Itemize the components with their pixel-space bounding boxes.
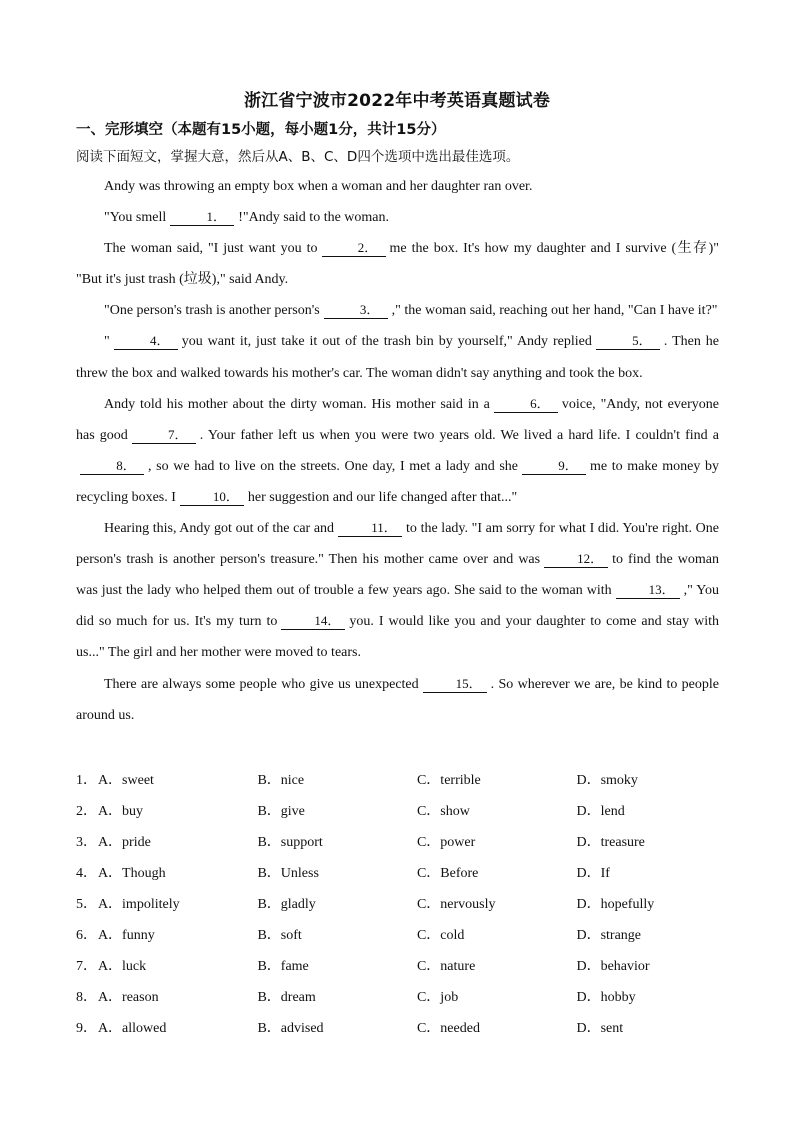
option-b[interactable]: B．fame	[257, 959, 309, 975]
passage-text: me the box. It's how my daughter and I survive (生存)" "But it's just trash (垃圾)," said Andy.	[76, 241, 719, 288]
option-d[interactable]: D．If	[576, 865, 610, 881]
option-b[interactable]: B．nice	[257, 772, 305, 788]
option-d[interactable]: D．hopefully	[576, 896, 655, 912]
question-number: 1．	[76, 772, 97, 788]
option-d[interactable]: D．strange	[576, 928, 642, 944]
blank-6: 6．	[494, 396, 558, 413]
passage-text: !"Andy said to the woman.	[238, 210, 390, 226]
option-d[interactable]: D．treasure	[576, 834, 645, 850]
passage-text: her suggestion and our life changed after that..."	[247, 489, 518, 505]
passage-text: "	[104, 334, 110, 350]
question-number: 6．	[76, 928, 97, 944]
question-row	[76, 856, 736, 887]
option-d[interactable]: D．sent	[576, 1021, 624, 1037]
option-a[interactable]: A．impolitely	[97, 896, 180, 912]
question-row	[76, 763, 736, 794]
blank-4: 4．	[114, 333, 178, 350]
blank-3: 3．	[324, 302, 388, 319]
blank-12: 12．	[544, 551, 608, 568]
passage	[76, 171, 719, 731]
passage-text: The woman said, "I just want you to	[104, 241, 318, 257]
page-title: 浙江省宁波市2022年中考英语真题试卷	[243, 91, 551, 111]
option-d[interactable]: D．behavior	[576, 959, 650, 975]
passage-text: "You smell	[104, 210, 167, 226]
answer-options	[76, 763, 736, 1043]
passage-text: . Your father left us when you were two years old. We lived a hard life. I couldn't find a	[199, 427, 719, 443]
passage-text: , so we had to live on the streets. One day, I met a lady and she	[148, 458, 519, 474]
option-b[interactable]: B．soft	[257, 928, 302, 944]
blank-8: 8．	[80, 458, 144, 475]
option-d[interactable]: D．smoky	[576, 772, 638, 788]
passage-text: ," the woman said, reaching out her hand, "Can I have it?"	[391, 303, 718, 319]
passage-paragraph-4	[76, 295, 719, 326]
option-c[interactable]: C．cold	[416, 928, 465, 944]
passage-text: Andy was throwing an empty box when a woman and her daughter ran over.	[104, 179, 533, 194]
option-c[interactable]: C．terrible	[416, 772, 481, 788]
question-row	[76, 981, 736, 1012]
passage-text: . Then he threw the box and walked towards his mother's car. The woman didn't say anything and took the box.	[76, 334, 719, 381]
option-c[interactable]: C．nervously	[416, 896, 496, 912]
option-a[interactable]: A．pride	[97, 834, 151, 850]
passage-text: to the lady. "I am sorry for what I did. You're right. One person's trash is another person's treasure." Then his mother came over and was	[76, 521, 719, 568]
option-c[interactable]: C．power	[416, 834, 476, 850]
question-number: 8．	[76, 990, 97, 1006]
passage-text: to find the woman was just the lady who helped them out of trouble a few years ago. She said to the woman with	[76, 552, 719, 599]
question-row	[76, 918, 736, 949]
instruction-text: 阅读下面短文，掌握大意，然后从A、B、C、D四个选项中选出最佳选项。	[76, 149, 520, 165]
question-number: 5．	[76, 896, 97, 912]
passage-text: me to make money by recycling boxes. I	[76, 458, 720, 505]
blank-11: 11．	[338, 520, 402, 537]
passage-paragraph-7	[76, 513, 719, 668]
blank-15: 15．	[423, 676, 487, 693]
option-a[interactable]: A．funny	[97, 928, 155, 944]
option-b[interactable]: B．give	[257, 803, 305, 819]
passage-text: "One person's trash is another person's	[104, 303, 320, 319]
question-number: 3．	[76, 834, 97, 850]
option-b[interactable]: B．gladly	[257, 896, 316, 912]
option-c[interactable]: C．Before	[416, 865, 479, 881]
question-row	[76, 794, 736, 825]
option-c[interactable]: C．needed	[416, 1021, 480, 1037]
question-row	[76, 1012, 736, 1043]
passage-paragraph-3	[76, 233, 719, 295]
passage-paragraph-1	[76, 171, 719, 202]
question-number: 4．	[76, 865, 97, 881]
option-b[interactable]: B．support	[257, 834, 323, 850]
question-number: 9．	[76, 1021, 97, 1037]
passage-text: you. I would like you and your daughter to come and stay with us..." The girl and her mother were moved to tears.	[76, 614, 719, 661]
passage-text: Andy told his mother about the dirty woman. His mother said in a	[104, 396, 490, 412]
blank-13: 13．	[616, 582, 680, 599]
option-a[interactable]: A．Though	[97, 865, 166, 881]
passage-text: you want it, just take it out of the trash bin by yourself," Andy replied	[181, 334, 592, 350]
question-number: 2．	[76, 803, 97, 819]
option-d[interactable]: D．hobby	[576, 990, 636, 1006]
question-row	[76, 950, 736, 981]
section-heading: 一、完形填空（本题有15小题，每小题1分，共计15分）	[76, 122, 446, 138]
passage-paragraph-6	[76, 389, 719, 513]
passage-paragraph-8	[76, 669, 719, 731]
blank-9: 9．	[522, 458, 586, 475]
option-c[interactable]: C．job	[416, 990, 459, 1006]
option-b[interactable]: B．Unless	[257, 865, 319, 881]
blank-2: 2．	[322, 240, 386, 257]
option-c[interactable]: C．nature	[416, 959, 476, 975]
passage-text: There are always some people who give us unexpected	[104, 676, 419, 692]
passage-text: Hearing this, Andy got out of the car and	[104, 521, 335, 537]
option-b[interactable]: B．advised	[257, 1021, 324, 1037]
question-row	[76, 887, 736, 918]
blank-10: 10．	[180, 489, 244, 506]
option-b[interactable]: B．dream	[257, 990, 316, 1006]
option-c[interactable]: C．show	[416, 803, 470, 819]
option-a[interactable]: A．sweet	[97, 772, 154, 788]
question-row	[76, 825, 736, 856]
option-a[interactable]: A．luck	[97, 959, 147, 975]
passage-text: voice, "Andy, not everyone has good	[76, 396, 719, 443]
passage-text: ," You did so much for us. It's my turn to	[76, 583, 719, 630]
passage-text: . So wherever we are, be kind to people around us.	[76, 676, 720, 723]
passage-paragraph-5	[76, 326, 719, 388]
blank-5: 5．	[596, 333, 660, 350]
option-a[interactable]: A．buy	[97, 803, 144, 819]
blank-1: 1．	[170, 209, 234, 226]
option-d[interactable]: D．lend	[576, 803, 625, 819]
option-a[interactable]: A．reason	[97, 990, 159, 1006]
option-a[interactable]: A．allowed	[97, 1021, 167, 1037]
question-number: 7．	[76, 959, 97, 975]
blank-14: 14．	[281, 613, 345, 630]
blank-7: 7．	[132, 427, 196, 444]
passage-paragraph-2	[76, 202, 719, 233]
